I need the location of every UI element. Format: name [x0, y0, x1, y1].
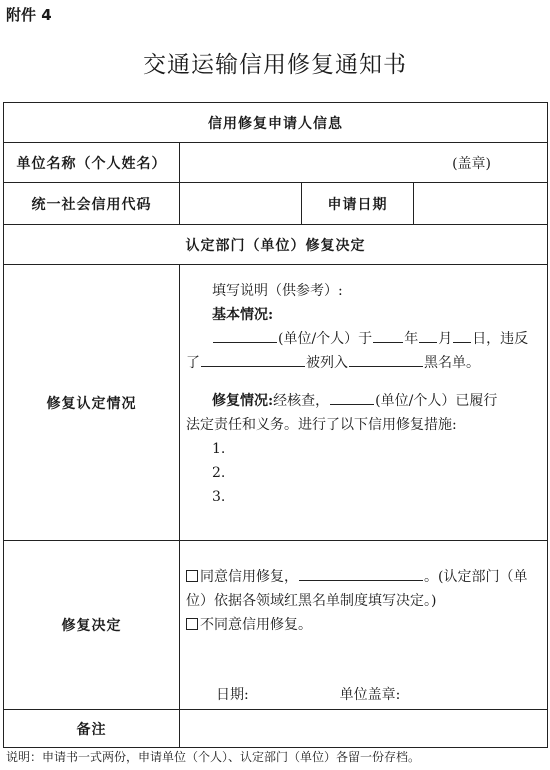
agree-checkbox[interactable]: [186, 570, 198, 582]
applicant-info-header-row: [4, 103, 548, 143]
measure-item-1: 1.: [212, 441, 226, 457]
blank-unit[interactable]: [213, 327, 277, 343]
repair-status-content[interactable]: [180, 265, 548, 541]
blank-repair-unit[interactable]: [330, 389, 374, 405]
basic-title: 基本情况:: [212, 307, 274, 323]
basic-text-1b: 年: [404, 331, 419, 347]
disagree-text: 不同意信用修复。: [200, 617, 312, 633]
repair-line-1: [186, 389, 541, 413]
fill-note: 填写说明（供参考）:: [212, 283, 343, 299]
apply-date-label: 申请日期: [302, 183, 414, 225]
agree-line-2: 位）依据各领域红黑名单制度填写决定。): [186, 593, 437, 609]
seal-label: 单位盖章:: [339, 687, 401, 703]
agree-line: [186, 565, 541, 589]
repair-text-1a: 经核查，: [273, 393, 330, 409]
agree-text-a: 同意信用修复，: [200, 569, 298, 585]
unit-name-field[interactable]: [180, 143, 548, 183]
applicant-info-header: 信用修复申请人信息: [4, 103, 548, 143]
repair-line-2: 法定责任和义务。进行了以下信用修复措施:: [186, 417, 457, 433]
remarks-field[interactable]: [180, 710, 548, 748]
repair-decision-content: [180, 541, 548, 710]
blank-day[interactable]: [453, 327, 471, 343]
attachment-label: 附件 4: [6, 6, 52, 24]
credit-code-field[interactable]: [180, 183, 302, 225]
basic-line-2: [186, 351, 541, 375]
seal-hint: (盖章): [452, 155, 491, 172]
disagree-line: [186, 613, 541, 637]
repair-decision-row: [4, 541, 548, 710]
basic-text-1d: 日，违反: [472, 331, 529, 347]
blank-year[interactable]: [373, 327, 403, 343]
repair-title: 修复情况:: [212, 393, 274, 409]
footer-note: 说明：申请书一式两份，申请单位（个人）、认定部门（单位）各留一份存档。: [6, 750, 421, 764]
blank-month[interactable]: [419, 327, 437, 343]
repair-text-1b: (单位/个人）已履行: [375, 393, 498, 409]
remarks-label: 备注: [4, 710, 180, 748]
basic-text-2a: 了: [186, 355, 200, 371]
repair-notice-form: [3, 102, 548, 748]
blank-blacklist[interactable]: [349, 351, 423, 367]
date-label: 日期:: [216, 687, 249, 703]
remarks-row: [4, 710, 548, 748]
measure-item-3: 3.: [212, 489, 226, 505]
credit-code-row: [4, 183, 548, 225]
page-title: 交通运输信用修复通知书: [143, 52, 407, 78]
repair-decision-label: 修复决定: [4, 541, 180, 710]
agree-text-b: 。(认定部门（单: [424, 569, 528, 585]
disagree-checkbox[interactable]: [186, 618, 198, 630]
apply-date-field[interactable]: [414, 183, 548, 225]
basic-text-1a: (单位/个人）于: [278, 331, 373, 347]
repair-status-label: 修复认定情况: [4, 265, 180, 541]
unit-name-label: 单位名称（个人姓名）: [4, 143, 180, 183]
decision-section-header: 认定部门（单位）修复决定: [4, 225, 548, 265]
unit-name-row: [4, 143, 548, 183]
basic-text-2c: 黑名单。: [424, 355, 480, 371]
blank-agree[interactable]: [299, 565, 423, 581]
blank-violation[interactable]: [201, 351, 305, 367]
measure-item-2: 2.: [212, 465, 226, 481]
decision-section-header-row: [4, 225, 548, 265]
credit-code-label: 统一社会信用代码: [4, 183, 180, 225]
basic-line-1: [186, 327, 541, 351]
basic-text-1c: 月: [438, 331, 453, 347]
basic-text-2b: 被列入: [306, 355, 348, 371]
repair-status-row: [4, 265, 548, 541]
signature-line: [216, 683, 400, 707]
